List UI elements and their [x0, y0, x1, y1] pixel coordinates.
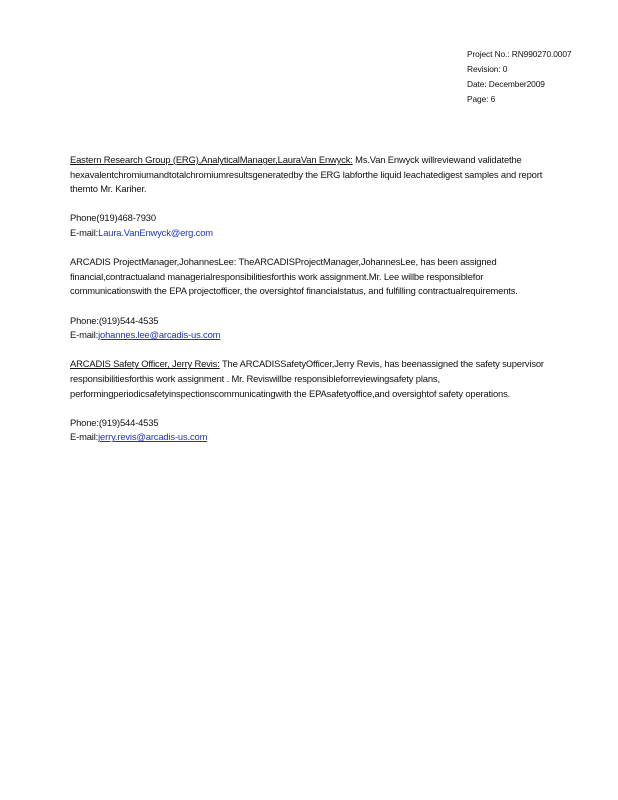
project-manager-paragraph	[70, 255, 545, 299]
project-manager-contact	[70, 314, 545, 343]
document-header	[467, 47, 571, 107]
project-manager-email-link[interactable]: johannes.lee@arcadis-us.com	[98, 329, 221, 341]
erg-manager-description: Ms.Van Enwyck willreviewand validatethe hexavalentchromiumandtotalchromiumresultsgeneratedby the ERG labforthe liquid leachatedigest samples and report themto Mr. Kariher.	[70, 154, 543, 195]
document-body	[70, 153, 545, 459]
safety-officer-paragraph	[70, 357, 545, 401]
erg-manager-heading: Eastern Research Group (ERG),AnalyticalManager,LauraVan Enwyck:	[70, 154, 353, 165]
safety-officer-heading: ARCADIS Safety Officer, Jerry Revis:	[70, 358, 220, 370]
safety-officer-email-link[interactable]: jerry.revis@arcadis-us.com	[98, 431, 208, 443]
project-manager-description: ARCADIS ProjectManager,JohannesLee: TheARCADISProjectManager,JohannesLee, has been assigned financial,contractualand managerialresponsibilitiesforthis work assignment.Mr. Lee willbe responsiblefor communicationswith the EPA projectofficer, the oversightof financialstatus, and fulfilling contractualrequirements.	[70, 256, 518, 297]
erg-manager-phone: Phone(919)468-7930	[70, 212, 156, 224]
safety-officer-contact	[70, 416, 545, 445]
safety-officer-description: The ARCADISSafetyOfficer,Jerry Revis, has beenassigned the safety supervisor responsibilitiesforthis work assignment . Mr. Reviswillbe responsibleforreviewingsafety plans, performingperiodicsafetyinspectionscommunicatingwith the EPAsafetyoffice,and oversightof safety operations.	[70, 358, 544, 399]
erg-manager-email-line	[70, 226, 545, 241]
document-date: Date: December2009	[467, 79, 545, 89]
revision-number: Revision: 0	[467, 64, 508, 74]
safety-officer-phone: Phone:(919)544-4535	[70, 416, 159, 428]
email-label: E-mail:	[70, 226, 99, 238]
project-manager-email-line	[70, 328, 545, 343]
email-label: E-mail:	[70, 431, 99, 443]
erg-manager-email-link[interactable]: Laura.VanEnwyck@erg.com	[98, 226, 213, 238]
email-label: E-mail:	[70, 329, 99, 341]
safety-officer-email-line	[70, 430, 545, 445]
page-number: Page: 6	[467, 94, 496, 104]
project-manager-phone: Phone:(919)544-4535	[70, 314, 159, 326]
erg-manager-contact	[70, 211, 545, 240]
project-number: Project No.: RN990270.0007	[467, 49, 572, 59]
erg-manager-paragraph	[70, 153, 545, 197]
